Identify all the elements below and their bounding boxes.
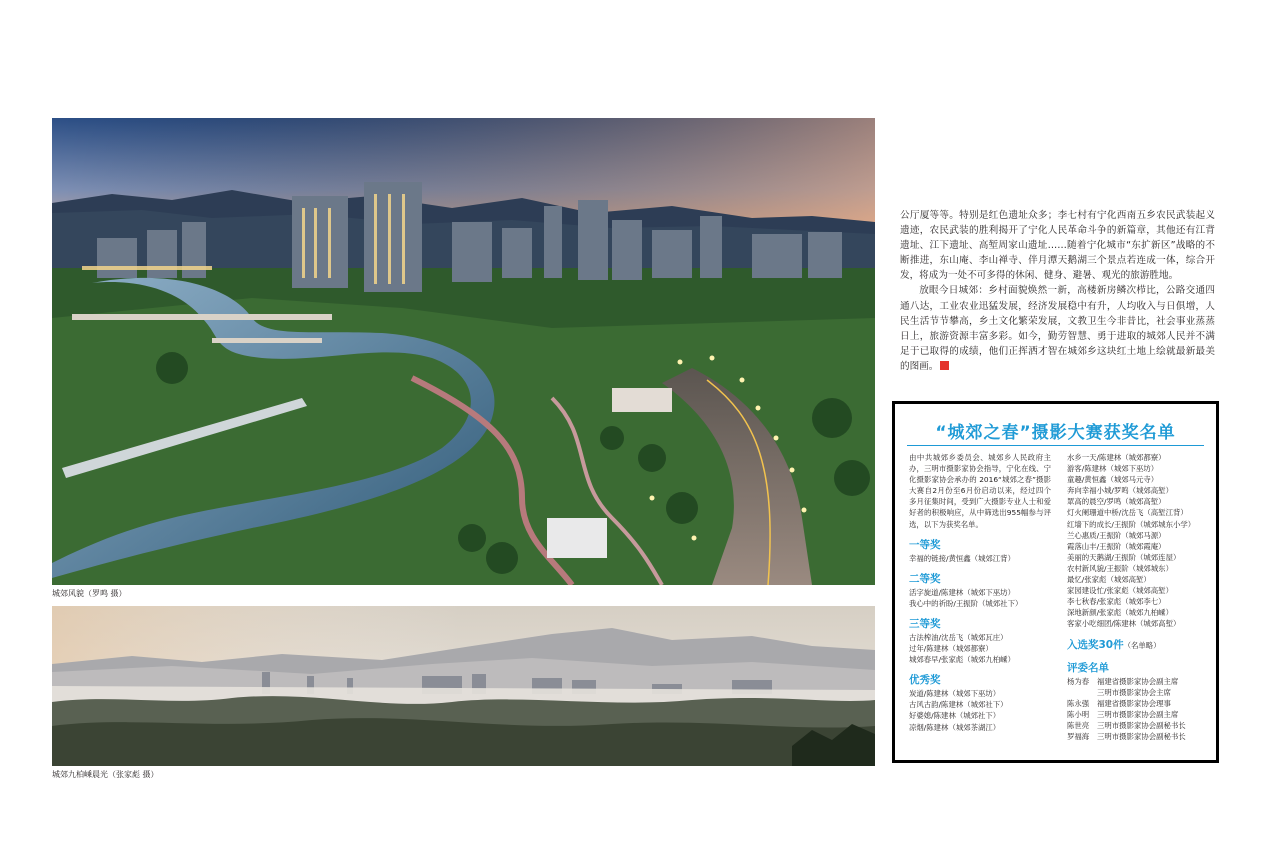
award-entry: 过年/陈建林（城郊都寮） — [909, 644, 993, 654]
judges-heading: 评委名单 — [1067, 661, 1109, 674]
excellence-heading: 优秀奖 — [909, 674, 941, 687]
photo1-caption: 城郊风貌（罗鸣 摄） — [52, 589, 127, 598]
judge-row — [1067, 687, 1215, 698]
award-entry: 活字旋道/陈建林（城郊下巫坊） — [909, 587, 1015, 597]
article-paragraph-text: 放眼今日城郊：乡村面貌焕然一新，高楼新房鳞次栉比，公路交通四通八达，工业农业迅猛发展，经济发展稳中有升，人均收入与日俱增，人民生活节节攀高，乡土文化繁荣发展，文教卫生今非昔比，社会事业蒸蒸日上，旅游资源丰富多彩。如今，勤劳智慧、勇于进取的城郊人民并不满足于已取得的成绩，他们正挥洒才智在城郊乡这块红土地上绘就最新最美的图画。 — [900, 285, 1215, 372]
judge-title: 三明市摄影家协会副秘书长 — [1097, 731, 1186, 741]
judge-name: 陈永强 — [1067, 698, 1090, 708]
judge-name: 罗福海 — [1067, 731, 1090, 741]
award-entry: 童趣/黄恒鑫（城郊马元寺） — [1067, 475, 1159, 485]
photo2-caption: 城郊九柏嵊晨光（张家彪 摄） — [52, 770, 159, 779]
title-divider — [907, 445, 1204, 446]
selected-heading-text: 入选奖30件 — [1067, 638, 1124, 651]
award-entry: 好婆媳/陈建林（城郊社下） — [909, 711, 1001, 721]
judge-title: 三明市摄影家协会主席 — [1097, 687, 1171, 697]
judge-row — [1067, 731, 1215, 742]
award-entry: 李七秋春/张家彪（城郊李七） — [1067, 597, 1166, 607]
misty-panorama-photo — [52, 606, 875, 766]
city-dusk-photo — [52, 118, 875, 585]
award-entry: 最忆/张家彪（城郊高堑） — [1067, 575, 1151, 585]
award-column-right — [1067, 452, 1215, 742]
article-body — [900, 208, 1215, 374]
judge-title: 福建省摄影家协会理事 — [1097, 698, 1171, 708]
judge-row — [1067, 698, 1215, 709]
judge-name: 杨为春 — [1067, 676, 1090, 686]
award-intro: 由中共城郊乡委员会、城郊乡人民政府主办，三明市摄影家协会指导，宁化在线、宁化摄影家协会承办的 2016“城郊之春”摄影大赛自2月份至6月份启动以来，经过四个多月征集时间，受到广大摄影专业人士和爱好者的积极响应，从中筛选出955幅参与评选，以下为获奖名单。 — [909, 453, 1051, 529]
judge-title: 福建省摄影家协会副主席 — [1097, 676, 1179, 686]
article-paragraph — [900, 283, 1215, 374]
article-paragraph: 公厅厦等等。特别是红色遗址众多；李七村有宁化西南五乡农民武装起义遗迹，农民武装的胜利揭开了宁化人民革命斗争的新篇章，其他还有江背遗址、江下遗址、高堑周家山遗址……随着宁化城市“东扩新区”战略的不断推进，东山庵、李山禅寺、伴月潭天鹅湖三个景点若连成一体，综合开发，将成为一处不可多得的休闲、健身、避暑、观光的旅游胜地。 — [900, 210, 1215, 282]
award-entry: 幸福的链接/黄恒鑫（城郊江背） — [909, 553, 1015, 563]
judge-name: 陈小明 — [1067, 709, 1090, 719]
award-entry: 凉烟/陈建林（城郊茶湖江） — [909, 722, 1001, 732]
award-entry: 奔向幸福小城/罗鸣（城郊高堑） — [1067, 486, 1173, 496]
award-entry: 我心中的祈盼/王振阶（城郊社下） — [909, 598, 1023, 608]
selected-note: （名单略） — [1123, 640, 1161, 650]
award-list-box — [892, 401, 1219, 763]
award-entry: 城郊春早/张家彪（城郊九柏嵊） — [909, 655, 1015, 665]
award-column-left — [909, 452, 1051, 733]
award-entry: 农村新风貌/王振阶（城郊城东） — [1067, 563, 1173, 573]
judge-name: 陈世亮 — [1067, 720, 1090, 730]
award-entry: 眾高的晨空/罗鸣（城郊高堑） — [1067, 497, 1166, 507]
first-prize-heading: 一等奖 — [909, 538, 941, 551]
award-entry: 霞落山丰/王振阶（城郊霞庵） — [1067, 541, 1166, 551]
judge-title: 三明市摄影家协会副秘书长 — [1097, 720, 1186, 730]
award-entry: 兰心惠质/王振阶（城郊马源） — [1067, 530, 1166, 540]
award-box-title: “城郊之春”摄影大赛获奖名单 — [935, 423, 1176, 443]
award-entry: 古风古韵/陈建林（城郊社下） — [909, 700, 1008, 710]
end-mark-icon: 5 — [940, 361, 949, 370]
award-entry: 深地新颜/张家彪（城郊九柏嵊） — [1067, 608, 1173, 618]
award-entry: 灯火阑珊道中桥/沈岳飞（高堑江背） — [1067, 508, 1188, 518]
selected-heading — [1067, 638, 1215, 653]
judge-row — [1067, 709, 1215, 720]
award-entry: 游客/陈建林（城郊下巫坊） — [1067, 464, 1159, 474]
award-entry: 水乡一天/陈建林（城郊都寮） — [1067, 453, 1166, 462]
judge-title: 三明市摄影家协会副主席 — [1097, 709, 1179, 719]
award-entry: 红墙下的成长/王振阶（城郊城东小学） — [1067, 519, 1196, 529]
award-entry: 家园建设忙/张家彪（城郊高堑） — [1067, 586, 1173, 596]
award-entry: 古法榨油/沈岳飞（城郊瓦庄） — [909, 632, 1008, 642]
award-entry: 炭道/陈建林（城郊下巫坊） — [909, 689, 1001, 699]
award-entry: 客家小吃细团/陈建林（城郊高堑） — [1067, 619, 1181, 629]
third-prize-heading: 三等奖 — [909, 617, 941, 630]
judge-row — [1067, 676, 1215, 687]
judge-row — [1067, 720, 1215, 731]
second-prize-heading: 二等奖 — [909, 572, 941, 585]
award-entry: 美丽的天鹅湖/王振阶（城郊连屋） — [1067, 552, 1181, 562]
judge-name — [1067, 687, 1097, 698]
